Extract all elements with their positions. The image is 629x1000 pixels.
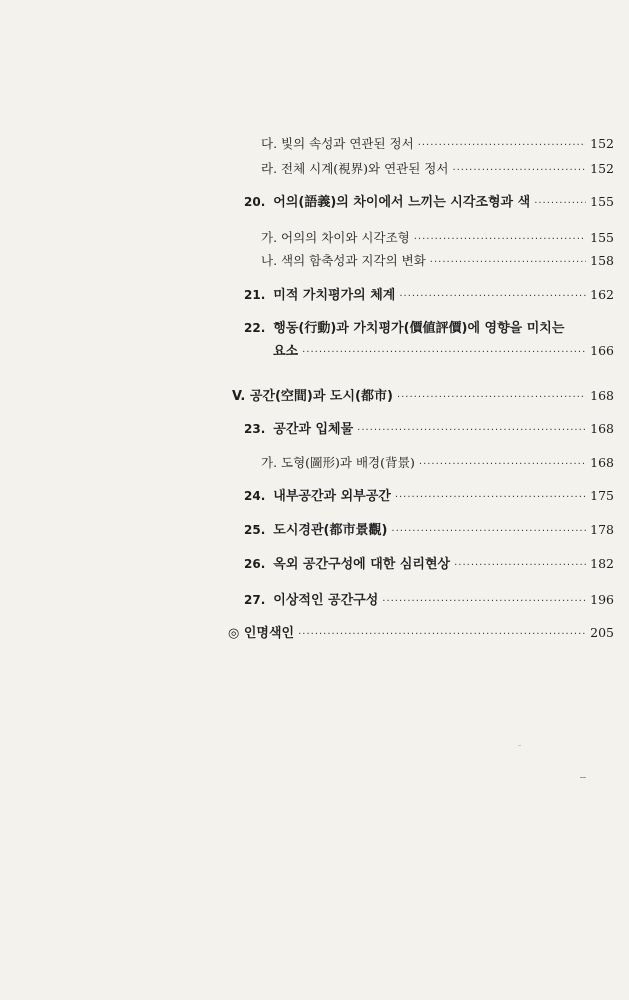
toc-chapter-number: 27. bbox=[244, 593, 266, 607]
toc-entry bbox=[244, 556, 614, 574]
toc-entry bbox=[244, 488, 614, 506]
toc-entry bbox=[261, 253, 614, 271]
toc-page-number: 168 bbox=[590, 388, 614, 403]
toc-entry-title: 다. 빛의 속성과 연관된 정서 bbox=[261, 136, 414, 151]
toc-entry-title: 미적 가치평가의 체계 bbox=[273, 288, 396, 303]
toc-entry-title: 요소 bbox=[273, 344, 299, 359]
toc-entry bbox=[261, 455, 614, 473]
toc-chapter-number: 24. bbox=[244, 489, 266, 503]
toc-entry-title: 나. 색의 함축성과 지각의 변화 bbox=[261, 253, 426, 268]
toc-entry bbox=[244, 194, 614, 212]
toc-entry bbox=[261, 161, 614, 179]
leader-dots bbox=[397, 390, 586, 406]
toc-page-number: 168 bbox=[590, 421, 614, 436]
toc-entry-title: 내부공간과 외부공간 bbox=[273, 489, 391, 504]
leader-dots bbox=[395, 490, 586, 506]
toc-page-number: 205 bbox=[590, 625, 614, 640]
toc-entry bbox=[261, 230, 614, 248]
toc-entry-title: 행동(行動)과 가치평가(價値評價)에 영향을 미치는 bbox=[273, 321, 565, 336]
leader-dots bbox=[382, 594, 586, 610]
leader-dots bbox=[418, 138, 586, 154]
toc-entry-title: V. 공간(空間)과 도시(都市) bbox=[232, 389, 393, 404]
toc-page-number: 155 bbox=[590, 230, 614, 245]
toc-chapter-number: 21. bbox=[244, 288, 266, 302]
toc-page-number: 162 bbox=[590, 287, 614, 302]
toc-entry bbox=[244, 287, 614, 305]
toc-entry bbox=[261, 136, 614, 154]
toc-page-number: 178 bbox=[590, 522, 614, 537]
leader-dots bbox=[419, 457, 586, 473]
toc-page-number: 168 bbox=[590, 455, 614, 470]
toc-page-number: 152 bbox=[590, 161, 614, 176]
toc-entry-title: 공간과 입체물 bbox=[273, 422, 354, 437]
leader-dots bbox=[399, 289, 586, 305]
toc-entry-title: 라. 전체 시계(視界)와 연관된 정서 bbox=[261, 161, 449, 176]
leader-dots bbox=[430, 255, 586, 271]
leader-dots bbox=[452, 163, 586, 179]
leader-dots bbox=[302, 345, 586, 361]
toc-page-number: 196 bbox=[590, 592, 614, 607]
toc-entry bbox=[244, 421, 614, 439]
toc-entry bbox=[244, 320, 564, 337]
toc-entry-title: 이상적인 공간구성 bbox=[273, 593, 379, 608]
paper-speck bbox=[580, 777, 586, 778]
leader-dots bbox=[534, 196, 586, 212]
toc-entry-title: 어의(語義)의 차이에서 느끼는 시각조형과 색 bbox=[273, 195, 531, 210]
leader-dots bbox=[454, 558, 586, 574]
toc-chapter-number: 22. bbox=[244, 321, 266, 335]
toc-entry-title: ◎ 인명색인 bbox=[228, 626, 295, 641]
toc-chapter-number: 26. bbox=[244, 557, 266, 571]
toc-page-number: 152 bbox=[590, 136, 614, 151]
toc-entry bbox=[244, 592, 614, 610]
toc-entry-title: 도시경관(都市景觀) bbox=[273, 523, 388, 538]
toc-part-heading bbox=[232, 388, 614, 406]
toc-entry-continuation bbox=[273, 343, 614, 361]
toc-page-number: 158 bbox=[590, 253, 614, 268]
toc-index-entry bbox=[228, 625, 614, 643]
toc-page-number: 175 bbox=[590, 488, 614, 503]
leader-dots bbox=[391, 524, 586, 540]
toc-chapter-number: 25. bbox=[244, 523, 266, 537]
leader-dots bbox=[298, 627, 586, 643]
toc-entry-title: 가. 어의의 차이와 시각조형 bbox=[261, 230, 410, 245]
toc-chapter-number: 23. bbox=[244, 422, 266, 436]
toc-page-number: 182 bbox=[590, 556, 614, 571]
leader-dots bbox=[357, 423, 586, 439]
toc-entry bbox=[244, 522, 614, 540]
toc-entry-title: 옥외 공간구성에 대한 심리현상 bbox=[273, 557, 451, 572]
toc-page-number: 155 bbox=[590, 194, 614, 209]
toc-page-number: 166 bbox=[590, 343, 614, 358]
toc-entry-title: 가. 도형(圖形)과 배경(背景) bbox=[261, 455, 415, 470]
toc-chapter-number: 20. bbox=[244, 195, 266, 209]
leader-dots bbox=[414, 232, 586, 248]
paper-speck bbox=[518, 745, 521, 746]
